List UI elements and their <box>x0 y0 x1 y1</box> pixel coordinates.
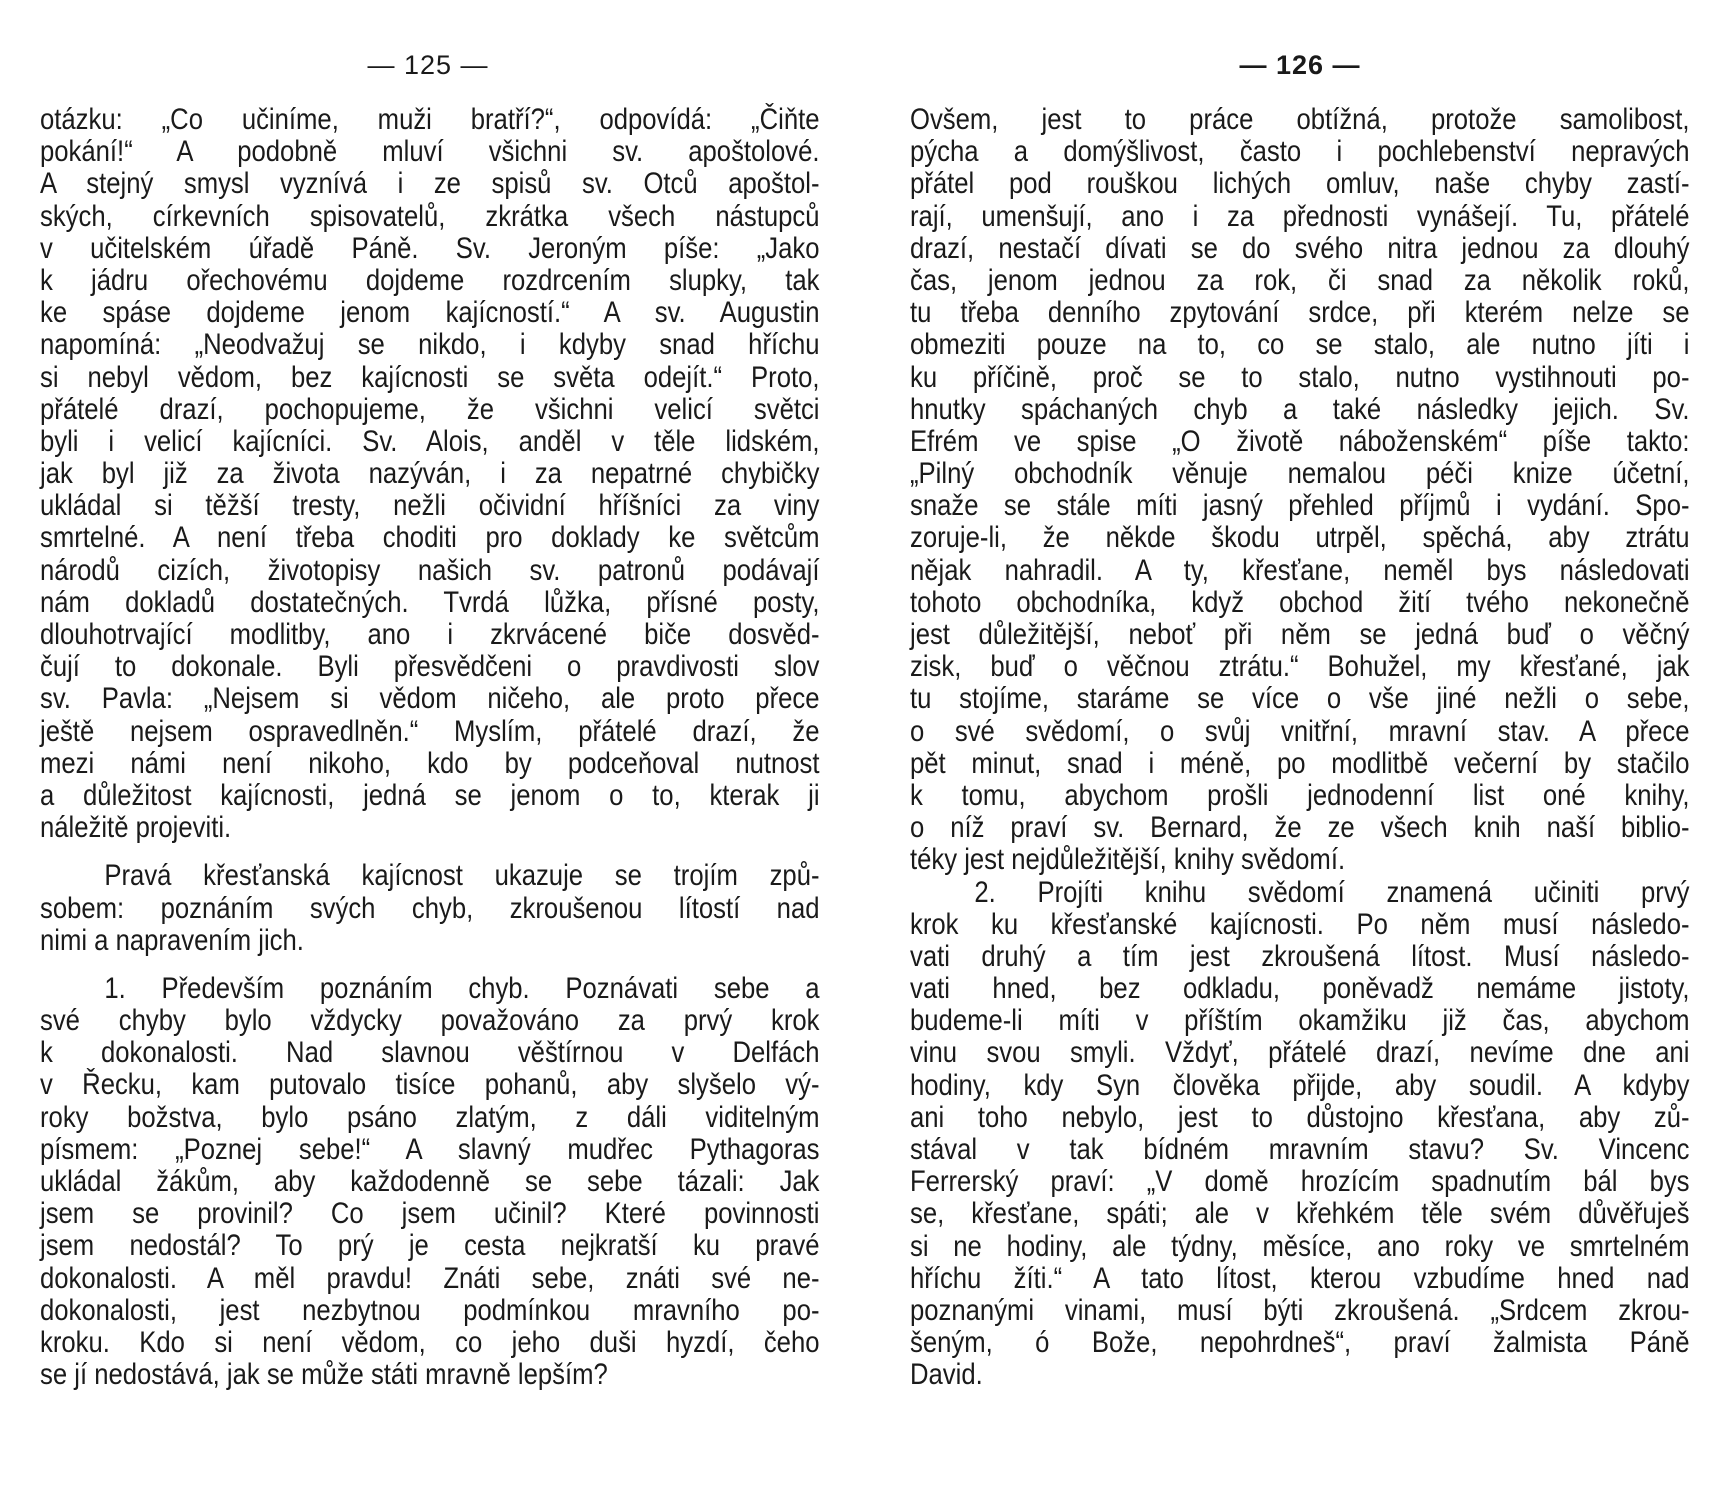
text-line: ukládal žákům, aby každodenně se sebe tázali: Jak <box>40 1165 820 1198</box>
page-number: — 126 — <box>1239 50 1361 80</box>
text-line: nimi a napravením jich. <box>40 923 304 957</box>
text-line: dokonalosti. A měl pravdu! Znáti sebe, znáti své ne- <box>40 1261 820 1295</box>
text-line: byli i velicí kajícníci. Sv. Alois, anděl v těle lidském, <box>40 424 820 458</box>
text-line: Ovšem, jest to práce obtížná, protože samolibost, <box>910 103 1690 136</box>
text-line: Ferrerský praví: „V domě hrozícím spadnutím bál bys <box>910 1165 1690 1199</box>
text-line: se, křesťane, spáti; ale v křehkém těle svém důvěřuješ <box>910 1197 1690 1231</box>
text-line: ku příčině, proč se to stalo, nutno vystihnouti po- <box>910 360 1690 394</box>
text-line: si ne hodiny, ale týdny, měsíce, ano roky ve smrtelném <box>910 1229 1690 1263</box>
text-line: nám dokladů dostatečných. Tvrdá lůžka, přísné posty, <box>40 585 820 619</box>
paragraph <box>910 877 1690 1392</box>
text-line: náležitě projeviti. <box>40 811 232 845</box>
text-line: vati druhý a tím jest zkroušená lítost. Musí následo- <box>910 939 1690 973</box>
text-line: poznanými vinami, musí býti zkroušená. „Srdcem zkrou- <box>910 1293 1690 1327</box>
text-line: „Pilný obchodník věnuje nemalou péči knize účetní, <box>910 457 1690 491</box>
text-line: ještě nejsem ospravedlněn.“ Myslím, přátelé drazí, že <box>40 714 820 748</box>
text-line: 2. Projíti knihu svědomí znamená učiniti prvý <box>974 875 1690 909</box>
text-line: David. <box>910 1358 983 1392</box>
text-line: přátelé drazí, pochopujeme, že všichni velicí světci <box>40 392 820 426</box>
text-line: hříchu žíti.“ A tato lítost, kterou vzbudíme hned nad <box>910 1261 1690 1295</box>
text-line: pokání!“ A podobně mluví všichni sv. apoštolové. <box>40 135 820 169</box>
text-line: vati hned, bez odkladu, poněvadž nemáme jistoty, <box>910 972 1690 1006</box>
text-line: v učitelském úřadě Páně. Sv. Jeroným píše: „Jako <box>40 231 820 265</box>
text-line: Efrém ve spise „O životě náboženském“ píše takto: <box>910 424 1690 458</box>
right-page <box>910 0 1690 1500</box>
paragraph <box>40 104 820 844</box>
page-number: — 125 — <box>367 50 489 80</box>
text-line: vinu svou smyli. Vždyť, přátelé drazí, nevíme dne ani <box>910 1036 1690 1070</box>
text-line: o své svědomí, o svůj vnitřní, mravní stav. A přece <box>910 714 1690 748</box>
text-line: kroku. Kdo si není vědom, co jeho duši hyzdí, čeho <box>40 1325 820 1359</box>
text-line: tu stojíme, staráme se více o vše jiné nežli o sebe, <box>910 682 1690 716</box>
text-line: se jí nedostává, jak se může státi mravně lepším? <box>40 1358 608 1392</box>
text-line: téky jest nejdůležitější, knihy svědomí. <box>910 843 1346 877</box>
paragraph <box>40 973 820 1391</box>
text-line: jest důležitější, neboť při něm se jedná buď o věčný <box>910 618 1690 651</box>
text-line: jsem nedostál? To prý je cesta nejkratší ku pravé <box>40 1229 820 1263</box>
text-line: v Řecku, kam putovalo tisíce pohanů, aby slyšelo vý- <box>40 1068 820 1102</box>
text-line: čují to dokonale. Byli přesvědčeni o pravdivosti slov <box>40 650 820 684</box>
paragraph <box>910 104 1690 877</box>
text-line: čas, jenom jednou za rok, či snad za několik roků, <box>910 263 1690 297</box>
text-line: obmeziti pouze na to, co se stalo, ale nutno jíti i <box>910 328 1690 362</box>
text-line: rají, umenšují, ano i za přednosti vynášejí. Tu, přátelé <box>910 199 1690 233</box>
paragraph <box>40 860 820 957</box>
text-line: zisk, buď o věčnou ztrátu.“ Bohužel, my křesťané, jak <box>910 650 1690 684</box>
text-line: roky božstva, bylo psáno zlatým, z dáli viditelným <box>40 1100 820 1134</box>
text-line: hnutky spáchaných chyb a také následky jejich. Sv. <box>910 392 1690 426</box>
text-line: A stejný smysl vyznívá i ze spisů sv. Otců apoštol- <box>40 167 820 201</box>
text-line: národů cizích, životopisy našich sv. patronů podávají <box>40 553 820 587</box>
text-line: zoruje-li, že někde škodu utrpěl, spěchá, aby ztrátu <box>910 521 1690 555</box>
page-text <box>40 103 820 1392</box>
text-line: nějak nahradil. A ty, křesťane, neměl bys následovati <box>910 553 1690 587</box>
text-line: jak byl již za života nazýván, i za nepatrné chybičky <box>40 457 820 491</box>
text-line: k tomu, abychom prošli jednodenní list oné knihy, <box>910 778 1690 812</box>
text-line: jsem se provinil? Co jsem učinil? Které povinnosti <box>40 1197 820 1231</box>
text-line: snaže se stále míti jasný přehled příjmů i vydání. Spo- <box>910 489 1690 523</box>
text-line: dokonalosti, jest nezbytnou podmínkou mravního po- <box>40 1293 820 1327</box>
text-line: ských, církevních spisovatelů, zkrátka všech nástupců <box>40 199 820 233</box>
text-line: pýcha a domýšlivost, často i pochlebenství nepravých <box>910 135 1690 169</box>
text-line: ani toho nebylo, jest to důstojno křesťana, aby zů- <box>910 1100 1690 1134</box>
text-line: tu třeba denního zpytování srdce, při kterém nelze se <box>910 296 1690 330</box>
text-line: a důležitost kajícnosti, jedná se jenom o to, kterak ji <box>40 778 820 812</box>
text-line: otázku: „Co učiníme, muži bratří?“, odpovídá: „Čiňte <box>40 103 820 136</box>
text-line: pět minut, snad i méně, po modlitbě večerní by stačilo <box>910 746 1690 780</box>
text-line: 1. Především poznáním chyb. Poznávati sebe a <box>104 971 820 1005</box>
text-line: své chyby bylo vždycky považováno za prvý krok <box>40 1004 820 1038</box>
page-text <box>910 103 1690 1392</box>
text-line: k dokonalosti. Nad slavnou věštírnou v Delfách <box>40 1036 820 1070</box>
text-line: písmem: „Poznej sebe!“ A slavný mudřec Pythagoras <box>40 1132 820 1166</box>
text-line: dlouhotrvající modlitby, ano i zkrvácené biče dosvěd- <box>40 618 820 651</box>
text-line: sv. Pavla: „Nejsem si vědom ničeho, ale proto přece <box>40 682 820 716</box>
text-line: sobem: poznáním svých chyb, zkroušenou lítostí nad <box>40 891 820 925</box>
text-line: tohoto obchodníka, když obchod žití tvého nekonečně <box>910 585 1690 619</box>
text-line: si nebyl vědom, bez kajícnosti se světa odejít.“ Proto, <box>40 360 820 394</box>
text-line: mezi námi není nikoho, kdo by podceňoval nutnost <box>40 746 820 780</box>
text-line: stával v tak bídném mravním stavu? Sv. Vincenc <box>910 1133 1690 1166</box>
text-line: šeným, ó Bože, nepohrdneš“, praví žalmista Páně <box>910 1326 1690 1360</box>
text-line: přátel pod rouškou lichých omluv, naše chyby zastí- <box>910 167 1690 201</box>
text-line: smrtelné. A není třeba choditi pro doklady ke světcům <box>40 521 820 555</box>
text-line: o níž praví sv. Bernard, že ze všech knih naší biblio- <box>910 811 1690 845</box>
text-line: k jádru ořechovému dojdeme rozdrcením slupky, tak <box>40 263 820 297</box>
text-line: drazí, nestačí dívati se do svého nitra jednou za dlouhý <box>910 231 1690 265</box>
text-line: ukládal si těžší tresty, nežli očividní hříšníci za viny <box>40 489 820 523</box>
text-line: napomíná: „Neodvažuj se nikdo, i kdyby snad hříchu <box>40 328 820 362</box>
text-line: budeme-li míti v příštím okamžiku již čas, abychom <box>910 1004 1690 1038</box>
text-line: ke spáse dojdeme jenom kajícností.“ A sv. Augustin <box>40 296 820 330</box>
left-page <box>40 0 820 1500</box>
text-line: krok ku křesťanské kajícnosti. Po něm musí následo- <box>910 907 1690 941</box>
text-line: hodiny, kdy Syn člověka přijde, aby soudil. A kdyby <box>910 1068 1690 1102</box>
text-line: Pravá křesťanská kajícnost ukazuje se trojím způ- <box>104 859 820 893</box>
